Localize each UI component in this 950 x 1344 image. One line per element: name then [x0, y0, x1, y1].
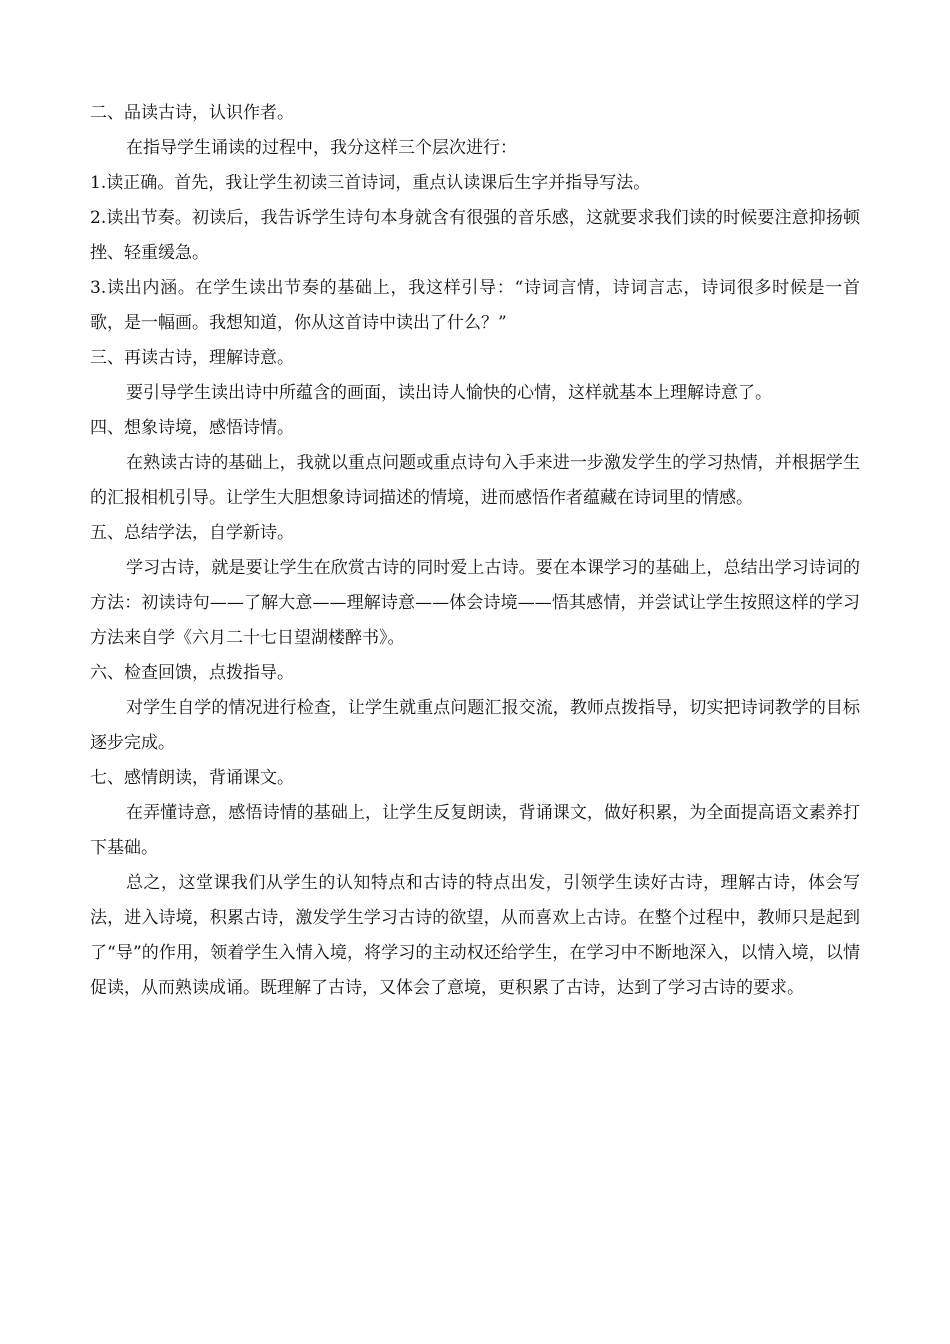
- section-heading-3: 三、再读古诗，理解诗意。: [90, 348, 294, 368]
- document-body: [90, 96, 860, 1006]
- paragraph: 要引导学生读出诗中所蕴含的画面，读出诗人愉快的心情，这样就基本上理解诗意了。: [126, 383, 772, 403]
- list-item-2: 2.读出节奏。初读后，我告诉学生诗句本身就含有很强的音乐感，这就要求我们读的时候要注意抑扬顿挫、轻重缓急。: [90, 208, 860, 263]
- section-heading-4: 四、想象诗境，感悟诗情。: [90, 418, 294, 438]
- paragraph: 对学生自学的情况进行检查，让学生就重点问题汇报交流，教师点拨指导，切实把诗词教学的目标逐步完成。: [90, 698, 860, 753]
- section-heading-7: 七、感情朗读，背诵课文。: [90, 768, 294, 788]
- paragraph: 在熟读古诗的基础上，我就以重点问题或重点诗句入手来进一步激发学生的学习热情，并根据学生的汇报相机引导。让学生大胆想象诗词描述的情境，进而感悟作者蕴藏在诗词里的情感。: [90, 453, 860, 508]
- section-heading-2: 二、品读古诗，认识作者。: [90, 103, 294, 123]
- paragraph: 在弄懂诗意，感悟诗情的基础上，让学生反复朗读，背诵课文，做好积累，为全面提高语文素养打下基础。: [90, 803, 860, 858]
- section-heading-6: 六、检查回馈，点拨指导。: [90, 663, 294, 683]
- list-item-3: 3.读出内涵。在学生读出节奏的基础上，我这样引导：“诗词言情，诗词言志，诗词很多时候是一首歌，是一幅画。我想知道，你从这首诗中读出了什么？”: [90, 278, 860, 333]
- list-item-1: 1.读正确。首先，我让学生初读三首诗词，重点认读课后生字并指导写法。: [90, 173, 651, 193]
- section-heading-5: 五、总结学法，自学新诗。: [90, 523, 294, 543]
- paragraph-intro: 在指导学生诵读的过程中，我分这样三个层次进行：: [126, 138, 517, 158]
- paragraph: 学习古诗，就是要让学生在欣赏古诗的同时爱上古诗。要在本课学习的基础上，总结出学习诗词的方法：初读诗句——了解大意——理解诗意——体会诗境——悟其感情，并尝试让学生按照这样的学习方法来自学《六月二十七日望湖楼醉书》。: [90, 558, 860, 648]
- paragraph-conclusion: 总之，这堂课我们从学生的认知特点和古诗的特点出发，引领学生读好古诗，理解古诗，体会写法，进入诗境，积累古诗，激发学生学习古诗的欲望，从而喜欢上古诗。在整个过程中，教师只是起到了“导”的作用，领着学生入情入境，将学习的主动权还给学生，在学习中不断地深入，以情入境，以情促读，从而熟读成诵。既理解了古诗，又体会了意境，更积累了古诗，达到了学习古诗的要求。: [90, 873, 860, 998]
